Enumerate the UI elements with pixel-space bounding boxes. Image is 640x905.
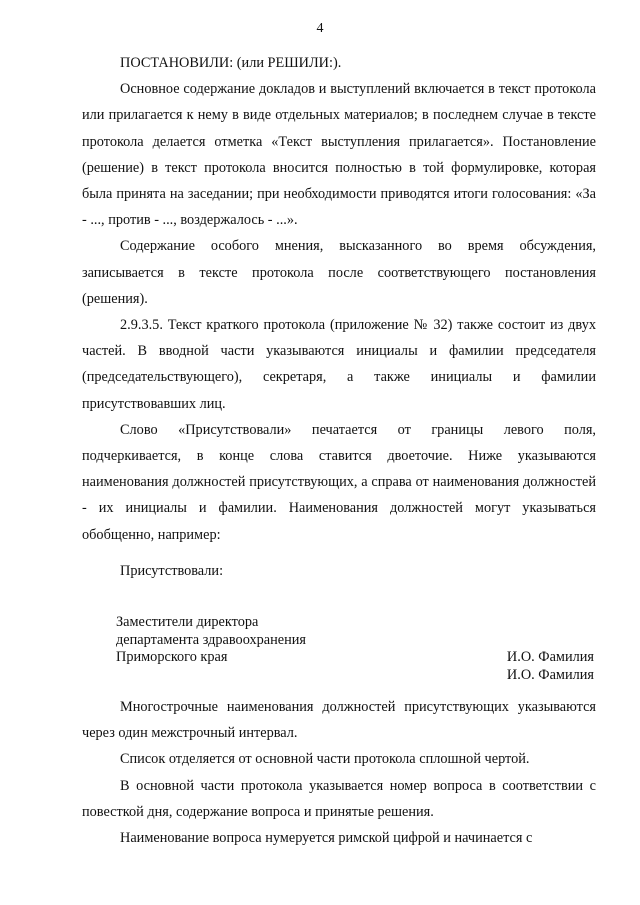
paragraph-present-word: Слово «Присутствовали» печатается от границы левого поля, подчеркивается, в конце слова ставится двоеточие. Ниже указываются наименования должностей присутствующих, а справа от наименования должностей - их инициалы и фамилии. Наименования должностей могут указываться обобщенно, например: bbox=[82, 421, 596, 543]
paragraph-question-title: Наименование вопроса нумеруется римской цифрой и начинается с bbox=[120, 830, 533, 847]
paragraph-short-protocol: 2.9.3.5. Текст краткого протокола (приложение № 32) также состоит из двух частей. В вводной части указываются инициалы и фамилии председателя (председательствующего), секретаря, а также инициалы и фамилии присутствовавших лиц. bbox=[82, 317, 596, 412]
attendee-names bbox=[507, 649, 594, 684]
attendee-name: И.О. Фамилия bbox=[506, 649, 594, 666]
paragraph-list-separator: Список отделяется от основной части протокола сплошной чертой. bbox=[120, 751, 530, 768]
paragraph-main-part: В основной части протокола указывается номер вопроса в соответствии с повесткой дня, содержание вопроса и принятые решения. bbox=[82, 777, 596, 820]
position-title bbox=[116, 614, 306, 667]
paragraph-multiline-positions: Многострочные наименования должностей присутствующих указываются через один межстрочный интервал. bbox=[82, 699, 596, 742]
attendees-example bbox=[82, 614, 596, 684]
paragraph-main-content: Основное содержание докладов и выступлений включается в текст протокола или прилагается к нему в виде отдельных материалов; в последнем случае в тексте протокола делается отметка «Текст выступления прилагается». Постановление (решение) в текст протокола вносится полностью в той формулировке, которая была принята на заседании; при необходимости приводятся итоги голосования: «За - ..., против - ..., воздержалось - ...». bbox=[82, 81, 596, 229]
paragraph-present-label: Присутствовали: bbox=[120, 562, 224, 579]
page-number: 4 bbox=[316, 21, 324, 36]
position-line: Приморского края bbox=[116, 649, 228, 666]
document-body bbox=[82, 50, 596, 851]
position-line: департамента здравоохранения bbox=[116, 631, 306, 648]
attendee-name: И.О. Фамилия bbox=[506, 666, 594, 683]
paragraph-special-opinion: Содержание особого мнения, высказанного во время обсуждения, записывается в тексте протокола после соответствующего постановления (решения). bbox=[82, 238, 596, 307]
paragraph-resolved: ПОСТАНОВИЛИ: (или РЕШИЛИ:). bbox=[120, 55, 342, 71]
position-line: Заместители директора bbox=[116, 614, 259, 631]
